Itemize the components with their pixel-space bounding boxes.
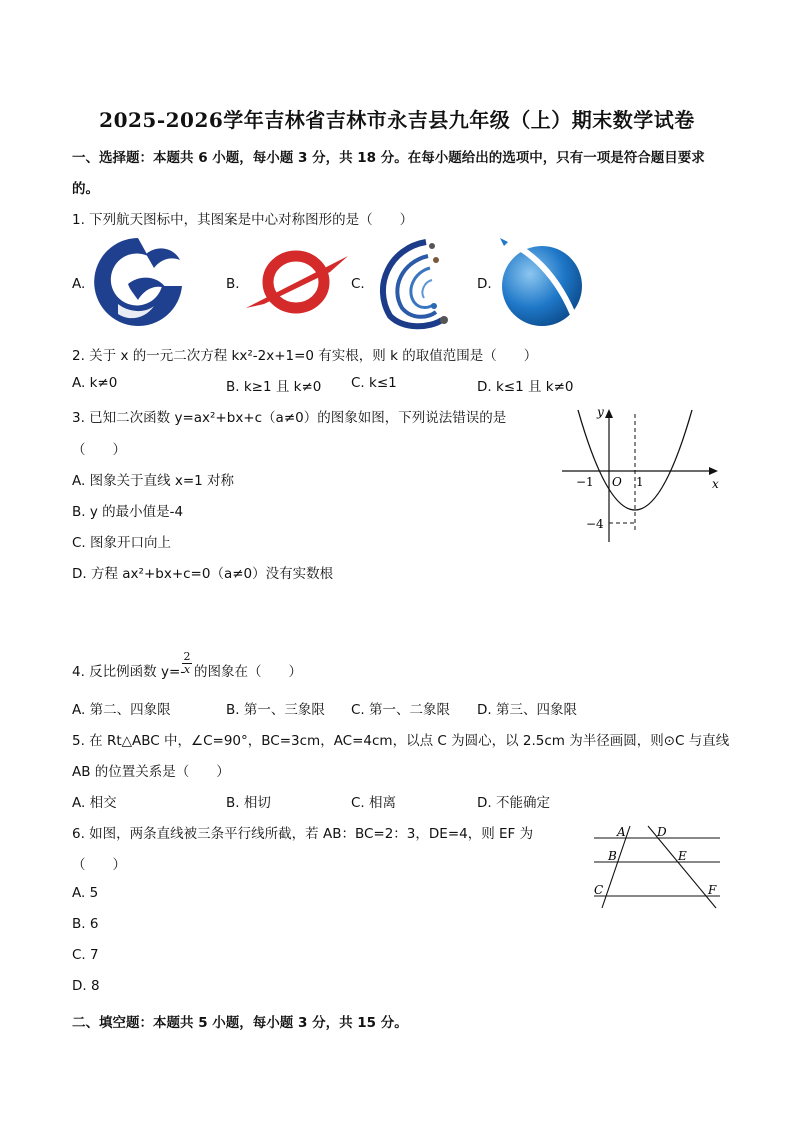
q6-point-c-label: C: [594, 883, 604, 897]
q2-option-b: B. k≥1 且 k≠0: [226, 379, 322, 395]
q3-graph-neg4-label: −4: [586, 517, 604, 531]
q1-label-d: D.: [477, 276, 492, 292]
q4-option-c: C. 第一、二象限: [351, 702, 451, 718]
q1-label-c: C.: [351, 276, 365, 292]
section1-heading: 一、选择题：本题共 6 小题，每小题 3 分，共 18 分。在每小题给出的选项中，只有一项是符合题目要求: [72, 150, 705, 166]
q4-option-d: D. 第三、四象限: [477, 702, 577, 718]
q6-option-c: C. 7: [72, 947, 99, 963]
q3-graph-origin-label: O: [612, 475, 622, 489]
q2-option-d: D. k≤1 且 k≠0: [477, 379, 574, 395]
q2-option-c: C. k≤1: [351, 375, 397, 391]
q3-graph-one-label: 1: [636, 475, 644, 489]
q6-point-a-label: A: [617, 825, 626, 839]
q6-option-a: A. 5: [72, 885, 99, 901]
q5-stem-cont: AB 的位置关系是（ ）: [72, 764, 230, 780]
q1-stem: 1. 下列航天图标中，其图案是中心对称图形的是（ ）: [72, 212, 414, 228]
q3-option-c: C. 图象开口向上: [72, 535, 172, 551]
q6-point-e-label: E: [678, 849, 687, 863]
section2-heading: 二、填空题：本题共 5 小题，每小题 3 分，共 15 分。: [72, 1015, 408, 1031]
q3-stem: 3. 已知二次函数 y=ax²+bx+c（a≠0）的图象如图，下列说法错误的是: [72, 410, 507, 426]
q5-option-a: A. 相交: [72, 795, 117, 811]
q4-option-b: B. 第一、三象限: [226, 702, 325, 718]
logo-c-image: [370, 236, 456, 330]
q5-option-c: C. 相离: [351, 795, 397, 811]
q3-stem-paren: （ ）: [72, 442, 126, 458]
q2-option-a: A. k≠0: [72, 375, 118, 391]
q4-fraction-denominator: x: [183, 663, 191, 676]
q6-stem-paren: （ ）: [72, 857, 126, 873]
q5-option-b: B. 相切: [226, 795, 271, 811]
q3-graph-neg1-label: −1: [576, 475, 594, 489]
q5-stem: 5. 在 Rt△ABC 中，∠C=90°，BC=3cm，AC=4cm，以点 C 为圆心，以 2.5cm 为半径画圆，则⊙C 与直线: [72, 733, 730, 749]
q4-option-a: A. 第二、四象限: [72, 702, 171, 718]
q3-parabola-graph: [556, 400, 726, 548]
logo-b-image: [244, 248, 348, 316]
logo-d-image: [498, 238, 584, 328]
q2-stem: 2. 关于 x 的一元二次方程 kx²-2x+1=0 有实根，则 k 的取值范围是（ ）: [72, 348, 538, 364]
q4-fraction: [182, 651, 192, 676]
q6-stem: 6. 如图，两条直线被三条平行线所截，若 AB：BC=2：3，DE=4，则 EF 为: [72, 826, 534, 842]
q6-option-b: B. 6: [72, 916, 99, 932]
q6-option-d: D. 8: [72, 978, 100, 994]
q4-stem-post: 的图象在（ ）: [194, 664, 302, 680]
q5-option-d: D. 不能确定: [477, 795, 550, 811]
page-title: 2025-2026学年吉林省吉林市永吉县九年级（上）期末数学试卷: [99, 108, 695, 132]
q6-point-d-label: D: [657, 825, 667, 839]
logo-a-image: [88, 234, 188, 330]
q6-point-b-label: B: [608, 849, 617, 863]
q3-graph-x-label: x: [712, 477, 719, 491]
q6-parallel-lines-figure: [588, 820, 724, 912]
q4-fraction-numerator: 2: [183, 650, 191, 663]
q4-stem-pre: 4. 反比例函数 y=-: [72, 664, 186, 680]
q6-point-f-label: F: [708, 883, 717, 897]
q3-option-a: A. 图象关于直线 x=1 对称: [72, 473, 235, 489]
q3-option-b: B. y 的最小值是-4: [72, 504, 184, 520]
q1-label-b: B.: [226, 276, 240, 292]
q1-label-a: A.: [72, 276, 86, 292]
q3-graph-y-label: y: [597, 405, 604, 419]
q3-option-d: D. 方程 ax²+bx+c=0（a≠0）没有实数根: [72, 566, 334, 582]
section1-heading-cont: 的。: [72, 181, 99, 197]
